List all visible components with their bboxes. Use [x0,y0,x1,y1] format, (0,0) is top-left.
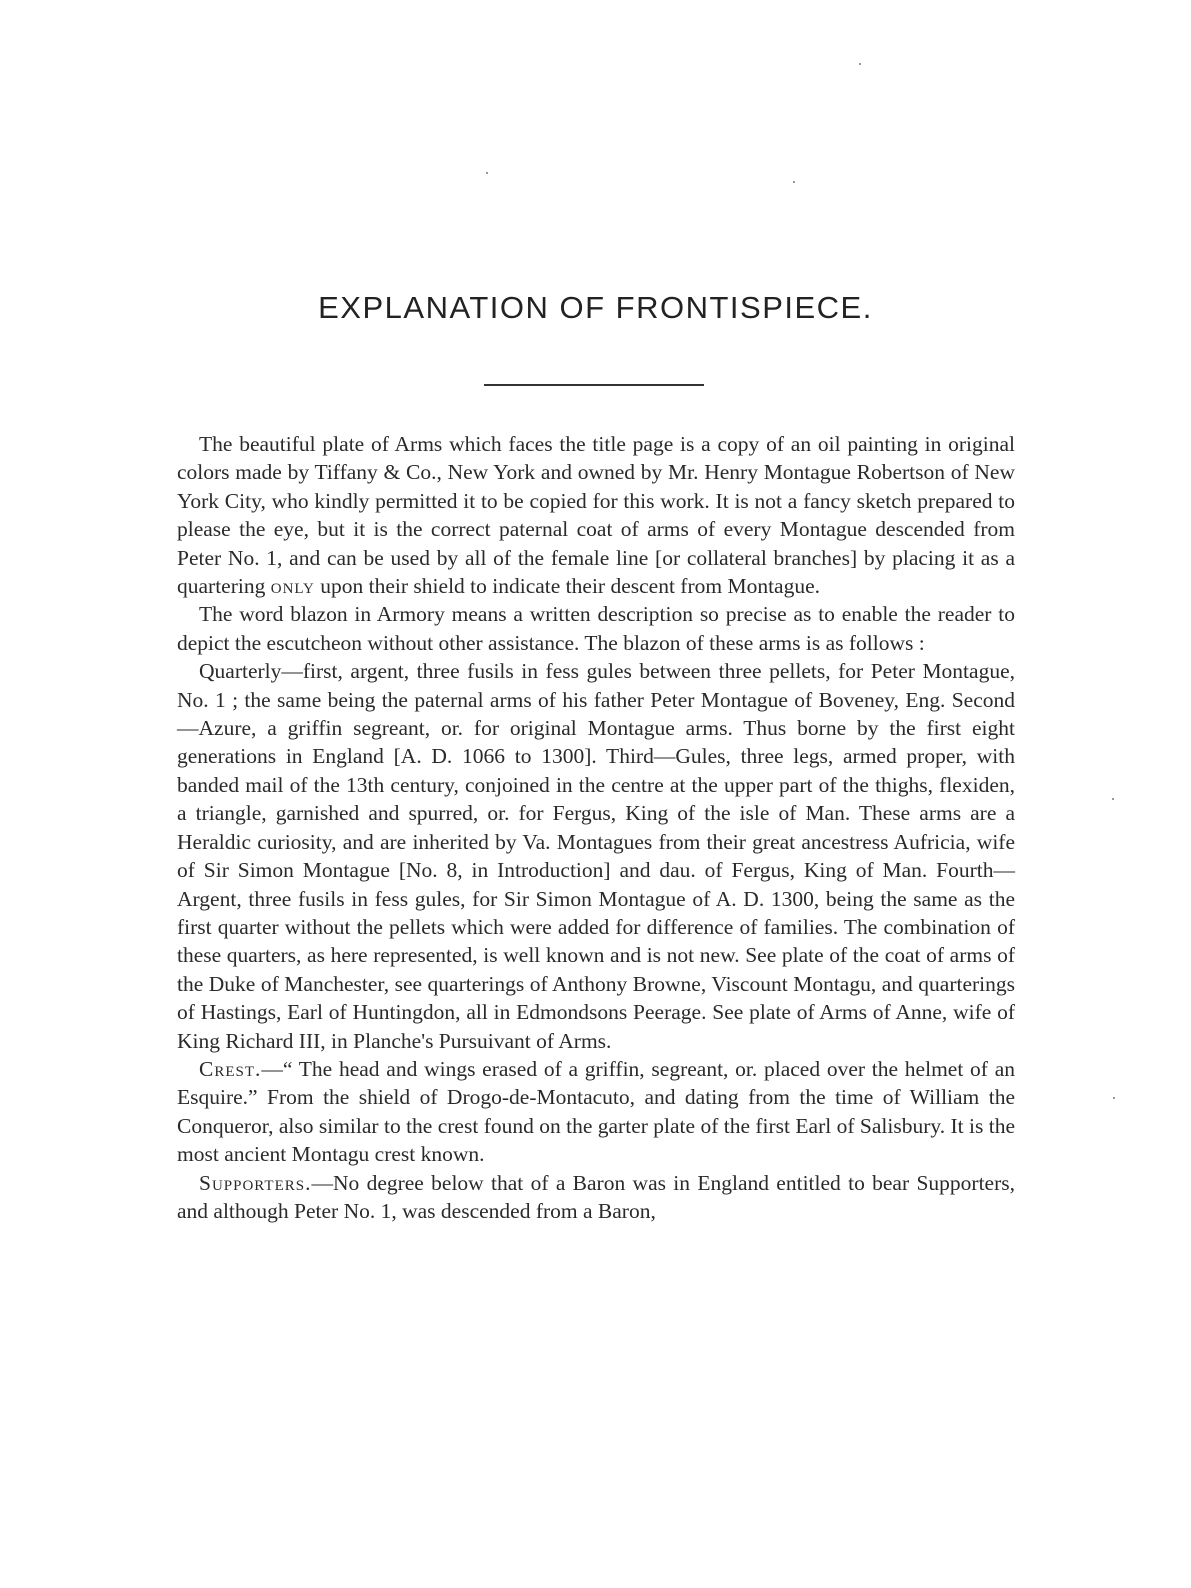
paragraph-quarterly: Quarterly—first, argent, three fusils in fess gules between three pellets, for Peter Montague, No. 1 ; the same being the paternal arms of his father Peter Montague of Boveney, Eng. Second—Azure, a griffin segreant, or. for original Montague arms. Thus borne by the first eight generations in England [A. D. 1066 to 1300]. Third—Gules, three legs, armed proper, with banded mail of the 13th century, conjoined in the centre at the upper part of the thighs, flexiden, a triangle, garnished and spurred, or. for Fergus, King of the isle of Man. These arms are a Heraldic curiosity, and are inherited by Va. Montagues from their great ancestress Aufricia, wife of Sir Simon Montague [No. 8, in Introduction] and dau. of Fergus, King of Man. Fourth—Argent, three fusils in fess gules, for Sir Simon Montague of A. D. 1300, being the same as the first quarter without the pellets which were added for difference of families. The combination of these quarters, as here represented, is well known and is not new. See plate of the coat of arms of the Duke of Manchester, see quarterings of Anthony Browne, Viscount Montagu, and quarterings of Hastings, Earl of Huntingdon, all in Edmondsons Peerage. See plate of Arms of Anne, wife of King Richard III, in Planche's Pursuivant of Arms. [177,659,1015,1053]
supporters-heading: Supporters. [199,1170,312,1195]
paragraph-supporters: Supporters.—No degree below that of a Baron was in England entitled to bear Supporters, and although Peter No. 1, was descended from a Baron, [177,1170,1015,1223]
scan-speck [1113,1097,1115,1099]
body-text [177,430,1015,1225]
paragraph-crest: Crest.—“ The head and wings erased of a griffin, segreant, or. placed over the helmet of an Esquire.” From the shield of Drogo-de-Montacuto, and dating from the time of William the Conqueror, also similar to the crest found on the garter plate of the first Earl of Salisbury. It is the most ancient Montagu crest known. [177,1056,1015,1167]
scan-speck [793,181,795,183]
paragraph-blazon: The word blazon in Armory means a written description so precise as to enable the reader to depict the escutcheon without other assistance. The blazon of these arms is as follows : [177,602,1015,655]
scan-speck [859,63,861,65]
scan-speck [486,172,488,174]
paragraph-frontispiece: The beautiful plate of Arms which faces the title page is a copy of an oil painting in original colors made by Tiffany & Co., New York and owned by Mr. Henry Montague Robertson of New York City, who kindly permitted it to be copied for this work. It is not a fancy sketch prepared to please the eye, but it is the correct paternal coat of arms of every Montague descended from Peter No. 1, and can be used by all of the female line [or collateral branches] by placing it as a quartering only upon their shield to indicate their descent from Montague. [177,432,1015,599]
crest-heading: Crest. [199,1056,262,1081]
page-title: EXPLANATION OF FRONTISPIECE. [318,290,873,325]
scan-speck [1112,798,1114,800]
emphasis-only: only [270,574,315,599]
title-rule [484,384,704,386]
